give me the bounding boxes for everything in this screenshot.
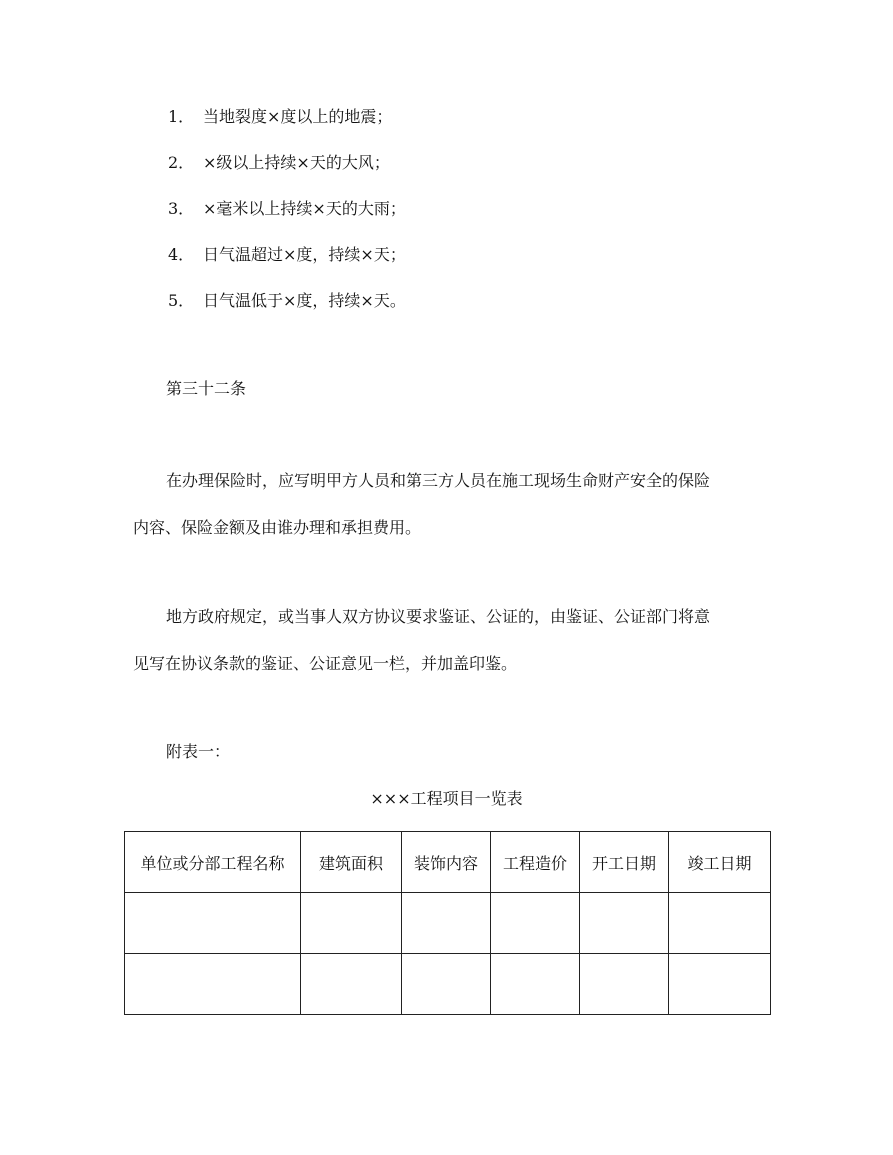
appendix-label: 附表一： — [166, 742, 231, 761]
article-heading: 第三十二条 — [166, 379, 247, 398]
table-cell — [580, 893, 669, 954]
table-cell — [580, 954, 669, 1015]
project-table — [124, 831, 771, 1015]
column-header-decoration: 装饰内容 — [402, 832, 491, 893]
condition-text: 日气温低于×度，持续×天。 — [203, 291, 406, 310]
condition-number: 4． — [168, 245, 195, 264]
condition-number: 5． — [168, 291, 195, 310]
table-cell — [301, 893, 402, 954]
condition-text: 日气温超过×度，持续×天； — [203, 245, 406, 264]
table-cell — [491, 893, 580, 954]
condition-number: 2． — [168, 153, 195, 172]
table-cell — [669, 893, 771, 954]
table-cell — [125, 954, 301, 1015]
table-row — [125, 893, 771, 954]
paragraph-2-line-2: 见写在协议条款的鉴证、公证意见一栏，并加盖印鉴。 — [133, 654, 518, 673]
column-header-unit-name: 单位或分部工程名称 — [125, 832, 301, 893]
table-header-row — [125, 832, 771, 893]
condition-item-4 — [168, 245, 406, 265]
condition-text: ×毫米以上持续×天的大雨； — [203, 199, 406, 218]
table-cell — [402, 954, 491, 1015]
table-cell — [402, 893, 491, 954]
paragraph-2-line-1: 地方政府规定，或当事人双方协议要求鉴证、公证的，由鉴证、公证部门将意 — [166, 607, 711, 626]
condition-item-3 — [168, 199, 406, 219]
condition-item-5 — [168, 291, 406, 311]
paragraph-1-line-1: 在办理保险时，应写明甲方人员和第三方人员在施工现场生命财产安全的保险 — [166, 471, 711, 490]
paragraph-1-line-2: 内容、保险金额及由谁办理和承担费用。 — [133, 518, 422, 537]
condition-text: ×级以上持续×天的大风； — [203, 153, 390, 172]
column-header-cost: 工程造价 — [491, 832, 580, 893]
condition-number: 1． — [168, 107, 195, 126]
table-cell — [301, 954, 402, 1015]
column-header-completion-date: 竣工日期 — [669, 832, 771, 893]
column-header-start-date: 开工日期 — [580, 832, 669, 893]
table-title: ×××工程项目一览表 — [370, 789, 523, 808]
condition-number: 3． — [168, 199, 195, 218]
table-cell — [669, 954, 771, 1015]
column-header-floor-area: 建筑面积 — [301, 832, 402, 893]
table-row — [125, 954, 771, 1015]
condition-item-1 — [168, 107, 392, 127]
table-cell — [125, 893, 301, 954]
condition-text: 当地裂度×度以上的地震； — [203, 107, 393, 126]
table-cell — [491, 954, 580, 1015]
condition-item-2 — [168, 153, 390, 173]
